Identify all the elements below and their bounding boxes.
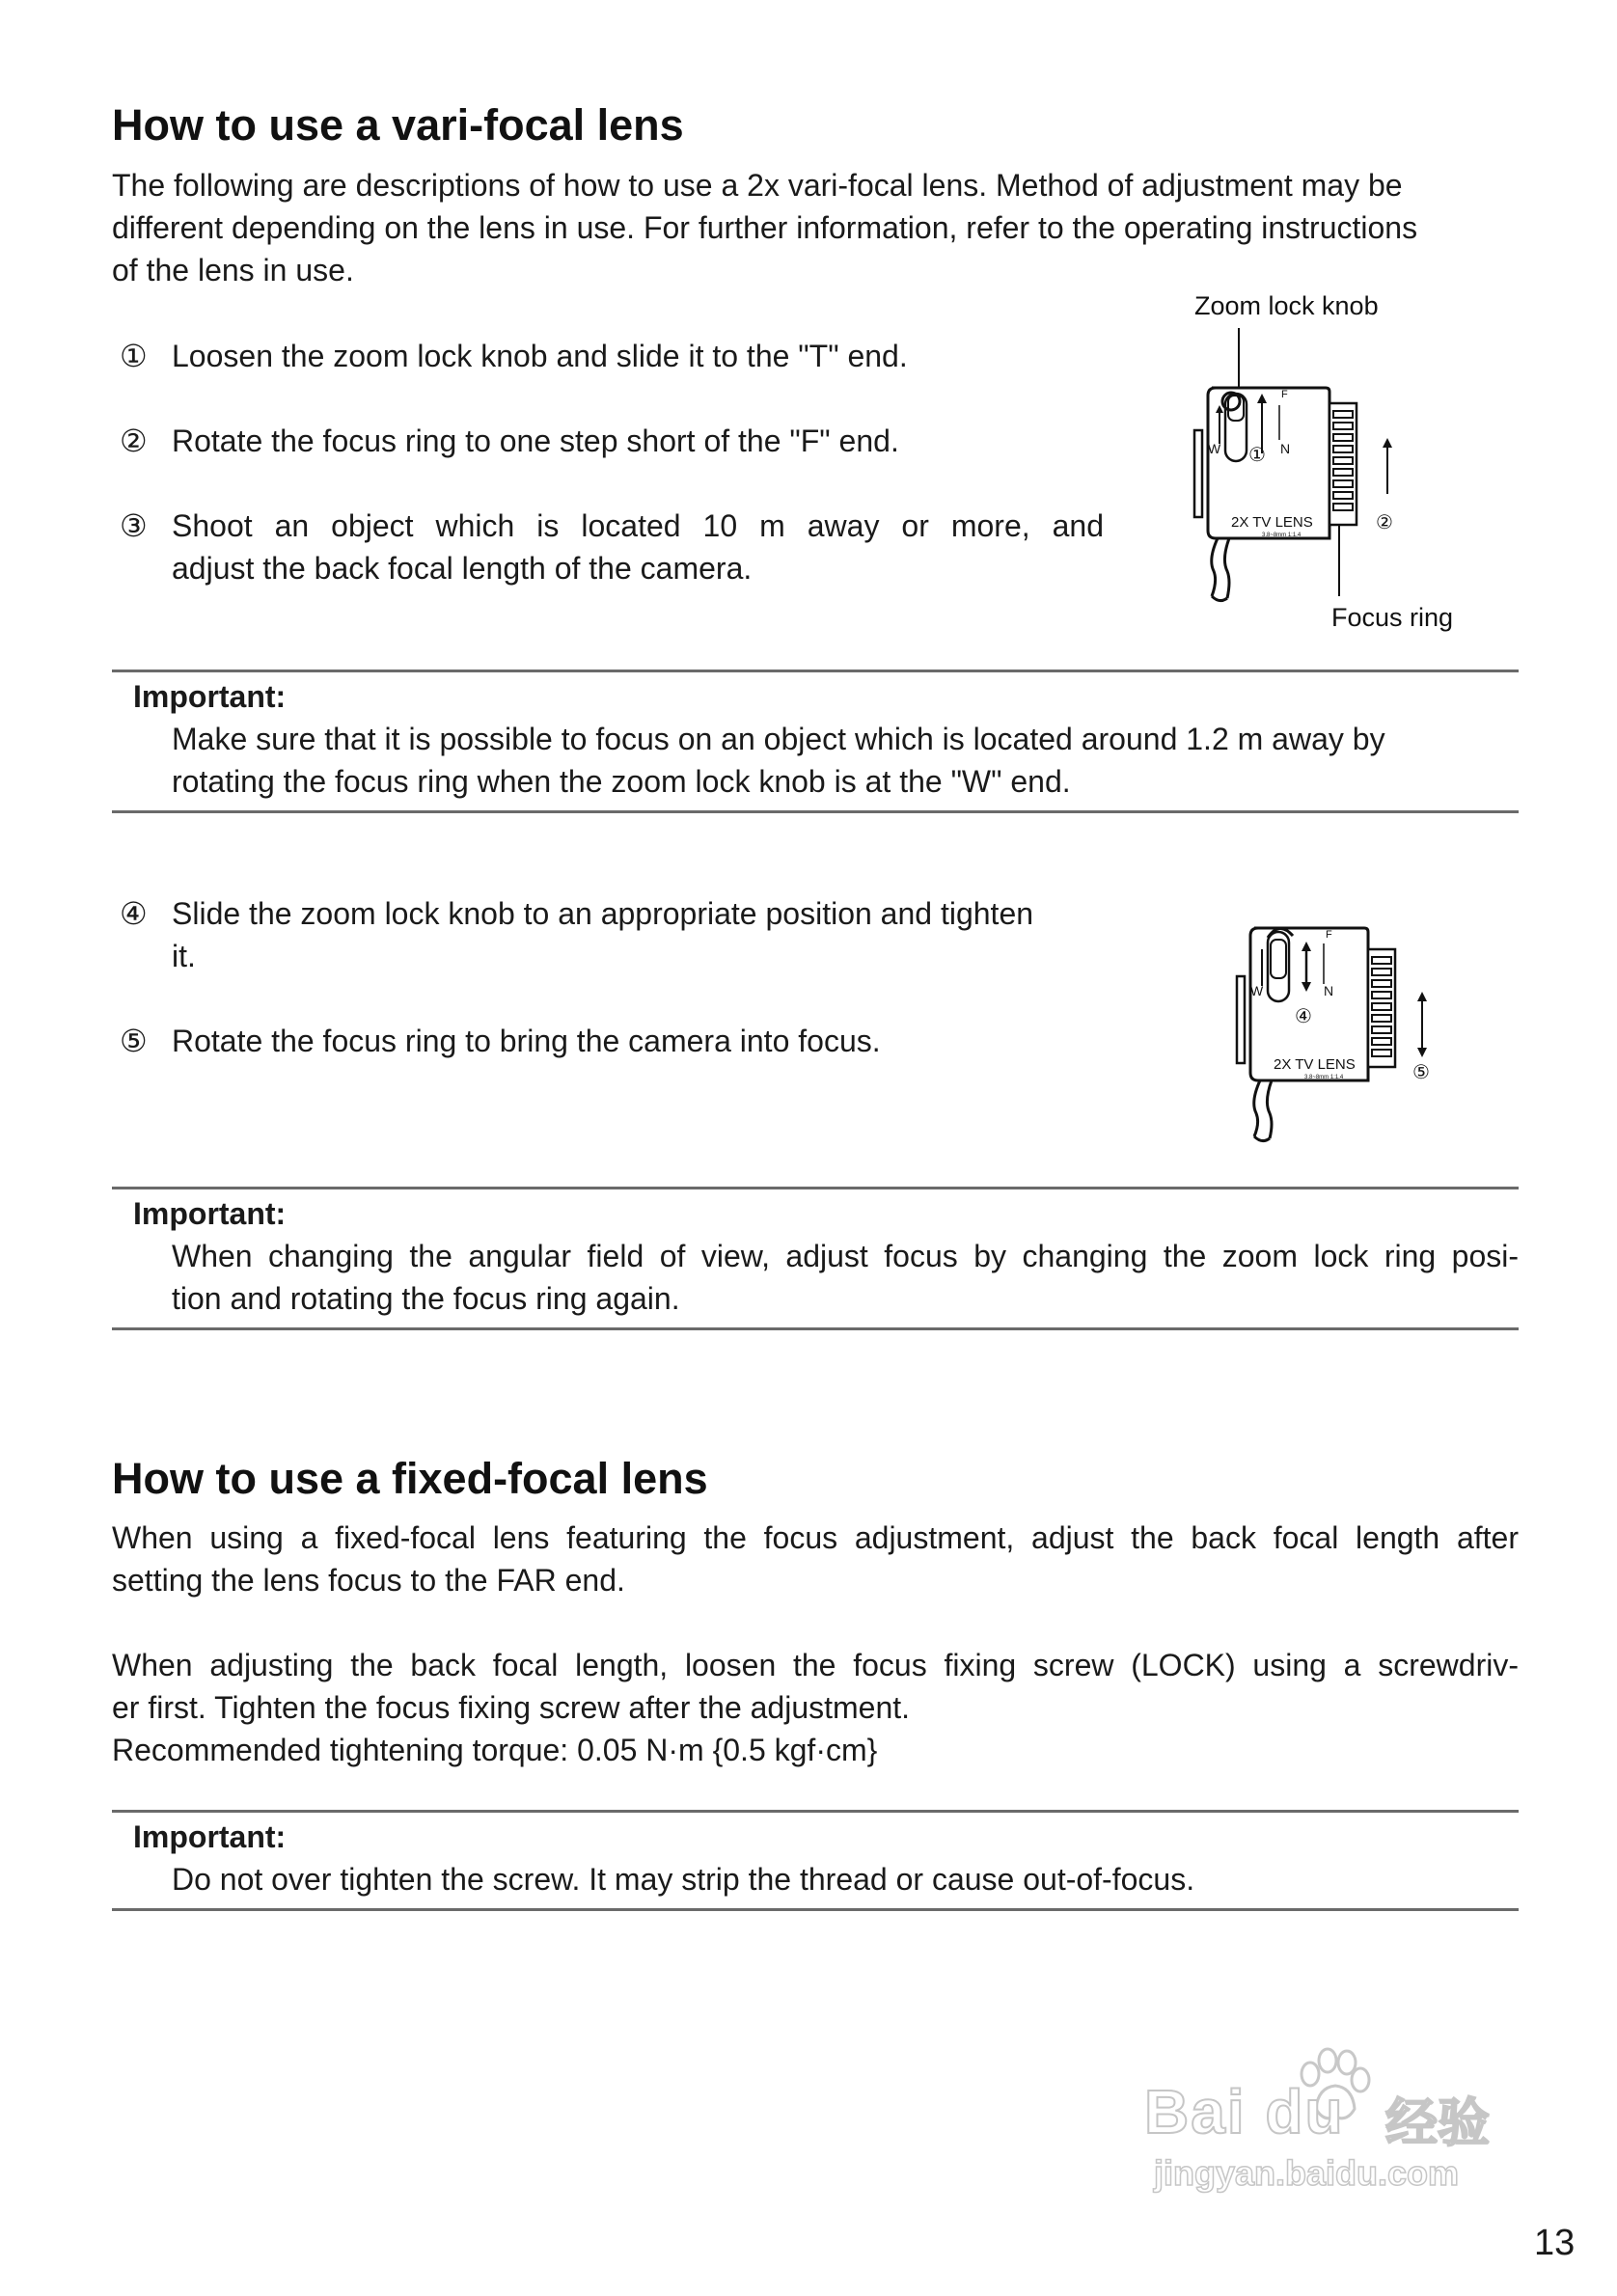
important-line: Make sure that it is possible to focus on an object which is located around 1.2 m away by: [172, 722, 1385, 756]
callout-5: ⑤: [1412, 1060, 1430, 1083]
para-line: Recommended tightening torque: 0.05 N·m {0.5 kgf·cm}: [112, 1733, 878, 1767]
para-line: er first. Tighten the focus fixing screw after the adjustment.: [112, 1690, 911, 1725]
fixed-focal-paragraph-2: [112, 1644, 1519, 1771]
lens-marking: 2X TV LENS: [1231, 514, 1313, 531]
important-heading: Important:: [133, 1819, 287, 1854]
important-line: Do not over tighten the screw. It may strip the thread or cause out-of-focus.: [172, 1862, 1195, 1897]
intro-line: different depending on the lens in use. For further information, refer to the operating instructions: [112, 210, 1418, 245]
mark-n: N: [1280, 441, 1291, 456]
important-line: rotating the focus ring when the zoom lock knob is at the "W" end.: [172, 764, 1071, 799]
step-line: Slide the zoom lock knob to an appropriate position and tighten: [172, 896, 1034, 931]
divider-top-important-1: [112, 670, 1519, 672]
important-body-2: [172, 1235, 1519, 1320]
mark-w: W: [1208, 441, 1221, 456]
lens-diagram-1: [1173, 318, 1453, 608]
divider-bottom-important-3: [112, 1908, 1519, 1911]
section-title-vari-focal: How to use a vari-focal lens: [112, 100, 684, 150]
divider-bottom-important-2: [112, 1327, 1519, 1330]
step-line: it.: [172, 939, 196, 973]
step-number: ④: [120, 896, 148, 931]
intro-line: of the lens in use.: [112, 253, 354, 287]
step-line: Rotate the focus ring to bring the camera into focus.: [172, 1024, 881, 1058]
mark-w: W: [1250, 983, 1264, 998]
section-title-fixed-focal: How to use a fixed-focal lens: [112, 1454, 708, 1503]
important-heading: Important:: [133, 679, 287, 714]
important-heading: Important:: [133, 1196, 287, 1231]
watermark: [1144, 2045, 1530, 2193]
divider-bottom-important-1: [112, 810, 1519, 813]
step-line: adjust the back focal length of the camera.: [172, 551, 753, 586]
lens-spec: 3.8~8mm 1:1.4: [1262, 533, 1302, 538]
divider-top-important-3: [112, 1810, 1519, 1813]
mark-f: F: [1281, 389, 1288, 400]
watermark-url: jingyan.baidu.com: [1154, 2153, 1460, 2193]
intro-line: The following are descriptions of how to use a 2x vari-focal lens. Method of adjustment may be: [112, 168, 1403, 203]
mark-n: N: [1324, 983, 1334, 998]
important-body-3: [172, 1858, 1519, 1900]
callout-2: ②: [1376, 510, 1393, 533]
divider-top-important-2: [112, 1187, 1519, 1189]
page-number: 13: [1534, 2223, 1576, 2263]
step-line: Loosen the zoom lock knob and slide it to the "T" end.: [172, 339, 908, 373]
callout-1: ①: [1248, 443, 1266, 466]
lens-marking: 2X TV LENS: [1274, 1056, 1356, 1073]
watermark-cn: 经验: [1385, 2092, 1490, 2153]
para-line: When using a fixed-focal lens featuring the focus adjustment, adjust the back focal length after: [112, 1520, 1519, 1555]
step-line: Shoot an object which is located 10 m away or more, and: [172, 508, 1104, 543]
step-line: Rotate the focus ring to one step short of the "F" end.: [172, 424, 899, 458]
step-number: ③: [120, 508, 148, 543]
step-number: ⑤: [120, 1024, 148, 1058]
important-body-1: [172, 718, 1519, 803]
important-line: tion and rotating the focus ring again.: [172, 1281, 680, 1316]
para-line: setting the lens focus to the FAR end.: [112, 1563, 625, 1598]
watermark-brand: Bai du: [1144, 2077, 1345, 2146]
step-number: ①: [120, 339, 148, 373]
fixed-focal-paragraph-1: [112, 1517, 1519, 1601]
lens-spec: 3.8~8mm 1:1.4: [1304, 1075, 1344, 1080]
intro-paragraph: [112, 164, 1519, 291]
step-number: ②: [120, 424, 148, 458]
focus-ring-label: Focus ring: [1331, 603, 1454, 632]
zoom-lock-knob-label: Zoom lock knob: [1194, 291, 1379, 320]
lens-diagram-2: [1223, 915, 1455, 1146]
mark-f: F: [1326, 929, 1332, 941]
callout-4: ④: [1295, 1004, 1312, 1027]
important-line: When changing the angular field of view, adjust focus by changing the zoom lock ring posi-: [172, 1239, 1519, 1273]
para-line: When adjusting the back focal length, loosen the focus fixing screw (LOCK) using a screwdriv-: [112, 1648, 1519, 1682]
